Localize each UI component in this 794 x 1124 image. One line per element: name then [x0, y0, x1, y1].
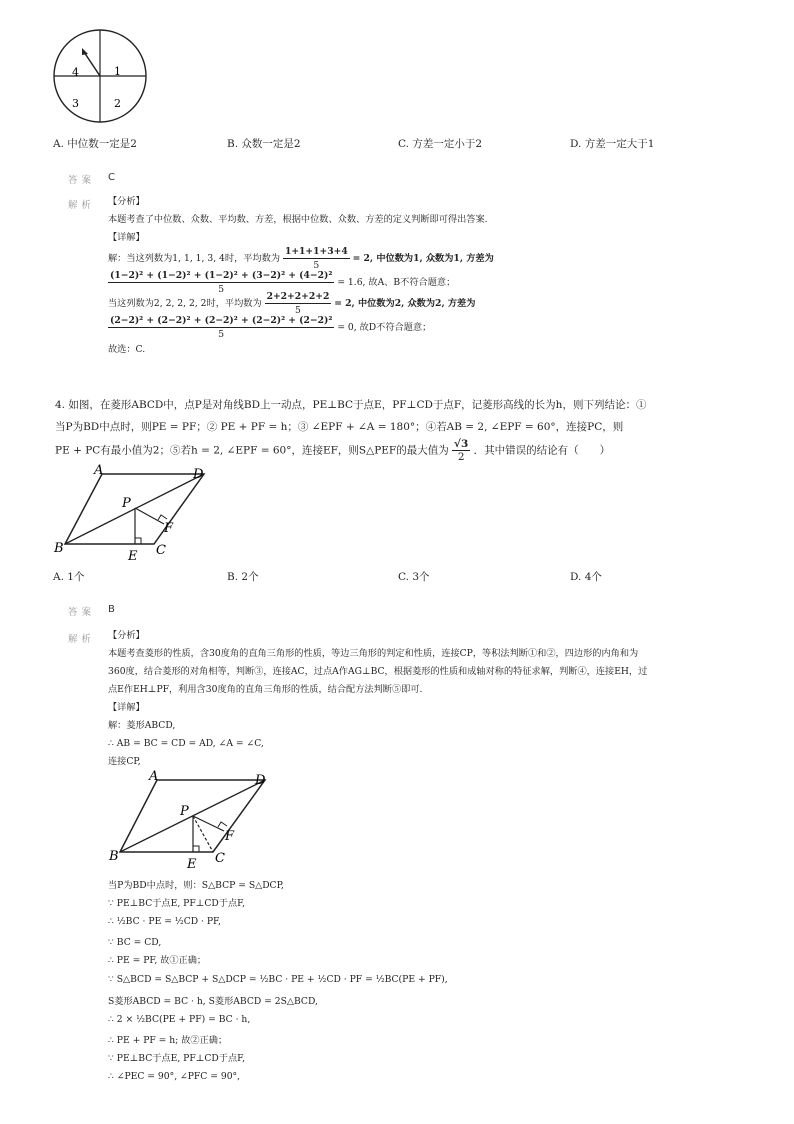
frac-den: 5	[313, 260, 320, 271]
q4-sol-6: 解：菱形ABCD,	[108, 720, 176, 731]
q3-sol-7-tail: = 0, 故D不符合题意；	[337, 322, 432, 333]
q4-step-8: ∴ 2 × ½BC(PE + PF) = BC · h,	[108, 1014, 251, 1025]
q4-step-7: S菱形ABCD = BC · h, S菱形ABCD = 2S△BCD,	[108, 996, 318, 1007]
q3-sol-1: 【分析】	[108, 196, 145, 207]
label-b: B	[54, 541, 64, 556]
q3-mean-fraction	[283, 245, 350, 272]
q4-option-b: B. 2个	[227, 571, 259, 583]
label-e: E	[128, 549, 138, 564]
q4-stem-line-3-text: PE + PC有最小值为2；⑤若h = 2, ∠EPF = 60°，连接EF，则S△PEF的最大值为	[55, 444, 449, 457]
q3-sol-5-tail: = 1.6, 故A、B不符合题意；	[337, 277, 456, 288]
q4-step-6: ∵ S△BCD = S△BCP + S△DCP = ½BC · PE + ½CD · PF = ½BC(PE + PF),	[108, 974, 448, 985]
label-e-2: E	[187, 857, 197, 872]
label-p: P	[122, 496, 131, 511]
frac-num: 1+1+1+3+4	[284, 246, 348, 257]
q3-sol-4-tail: = 2, 中位数为1, 众数为1, 方差为	[352, 253, 494, 264]
q3-answer-tag: 答案	[68, 175, 96, 186]
label-d-2: D	[255, 773, 266, 788]
q4-stem-line-3	[55, 438, 610, 463]
frac-num: 2+2+2+2+2	[266, 291, 330, 302]
q4-answer-tag: 答案	[68, 607, 96, 618]
label-b-2: B	[109, 849, 119, 864]
q4-stem-line-3-tail: ．其中错误的结论有（ ）	[473, 444, 611, 457]
frac-den: 2	[457, 451, 465, 463]
q3-variance2-fraction	[108, 314, 334, 341]
q4-answer: B	[108, 604, 115, 615]
q4-option-d: D. 4个	[570, 571, 602, 583]
rhombus-figure	[50, 462, 220, 564]
rhombus-figure-with-cp	[105, 768, 275, 872]
q3-sol-4	[108, 245, 494, 272]
frac-num: (1−2)² + (1−2)² + (1−2)² + (3−2)² + (4−2)²	[110, 270, 333, 281]
q4-step-10: ∵ PE⊥BC于点E, PF⊥CD于点F,	[108, 1053, 245, 1064]
q4-sqrt3-over-2	[452, 438, 470, 463]
q3-analysis-tag: 解析	[68, 200, 96, 211]
frac-den: 5	[218, 284, 225, 295]
q4-option-c: C. 3个	[398, 571, 430, 583]
sector-3: 3	[72, 97, 79, 110]
q3-sol-6	[108, 290, 475, 317]
q4-sol-8: 连接CP,	[108, 756, 141, 767]
label-a: A	[94, 463, 104, 478]
frac-num: √3	[454, 438, 469, 450]
label-f-2: F	[225, 829, 235, 844]
q3-sol-8: 故选：C.	[108, 344, 146, 355]
q3-sol-4-text: 解：当这列数为1, 1, 1, 3, 4时，平均数为	[108, 253, 281, 264]
q3-mean2-fraction	[265, 290, 332, 317]
q4-step-5: ∴ PE = PF, 故①正确；	[108, 955, 207, 966]
q3-sol-2: 本题考查了中位数、众数、平均数、方差，根据中位数、众数、方差的定义判断即可得出答案.	[108, 214, 488, 225]
sector-2: 2	[114, 97, 121, 110]
q4-sol-4: 点E作EH⊥PF，利用含30度角的直角三角形的性质，结合配方法判断⑤即可.	[108, 684, 423, 695]
label-c: C	[156, 543, 166, 558]
q3-sol-7	[108, 314, 431, 341]
spinner-figure	[52, 28, 152, 128]
q3-option-b: B. 众数一定是2	[227, 138, 301, 150]
q3-answer: C	[108, 172, 115, 183]
frac-den: 5	[295, 305, 301, 316]
frac-den: 5	[218, 329, 225, 340]
q4-sol-7: ∴ AB = BC = CD = AD, ∠A = ∠C,	[108, 738, 264, 749]
q3-option-c: C. 方差一定小于2	[398, 138, 483, 150]
label-f: F	[164, 521, 174, 536]
q4-step-9: ∴ PE + PF = h; 故②正确；	[108, 1035, 228, 1046]
q4-stem-line-1: 4. 如图，在菱形ABCD中，点P是对角线BD上一动点，PE⊥BC于点E，PF⊥CD于点F，记菱形高线的长为h，则下列结论：①	[55, 399, 647, 411]
label-d: D	[193, 467, 204, 482]
q3-option-a: A. 中位数一定是2	[53, 138, 137, 150]
q3-sol-6-text: 当这列数为2, 2, 2, 2, 2时，平均数为	[108, 298, 262, 309]
q4-step-1: 当P为BD中点时，则：S△BCP = S△DCP,	[108, 880, 284, 891]
q4-step-4: ∵ BC = CD,	[108, 937, 162, 948]
sector-1: 1	[114, 65, 121, 78]
label-c-2: C	[215, 851, 225, 866]
q4-step-11: ∴ ∠PEC = 90°, ∠PFC = 90°,	[108, 1071, 241, 1082]
q4-sol-1: 【分析】	[108, 630, 145, 641]
q3-sol-6-tail: = 2, 中位数为2, 众数为2, 方差为	[334, 298, 476, 309]
q4-option-a: A. 1个	[53, 571, 85, 583]
label-p-2: P	[180, 804, 189, 819]
q4-step-2: ∵ PE⊥BC于点E, PF⊥CD于点F,	[108, 898, 245, 909]
sector-4: 4	[72, 66, 79, 79]
q3-sol-3: 【详解】	[108, 232, 145, 243]
q4-step-3: ∴ ½BC · PE = ½CD · PF,	[108, 916, 221, 927]
frac-num: (2−2)² + (2−2)² + (2−2)² + (2−2)² + (2−2)²	[110, 315, 333, 326]
q4-sol-3: 360度，结合菱形的对角相等，判断③，连接AC，过点A作AG⊥BC，根据菱形的性质和成轴对称的特征求解，判断④，连接EH，过	[108, 666, 648, 677]
label-a-2: A	[149, 769, 159, 784]
q4-stem-line-2: 当P为BD中点时，则PE = PF；② PE + PF = h；③ ∠EPF + ∠A = 180°；④若AB = 2, ∠EPF = 60°，连接PC，则	[55, 421, 624, 433]
q4-analysis-tag: 解析	[68, 634, 96, 645]
q4-sol-2: 本题考查菱形的性质，含30度角的直角三角形的性质，等边三角形的判定和性质，连接CP，等积法判断①和②，四边形的内角和为	[108, 648, 639, 659]
q3-option-d: D. 方差一定大于1	[570, 138, 655, 150]
q4-sol-5: 【详解】	[108, 702, 145, 713]
